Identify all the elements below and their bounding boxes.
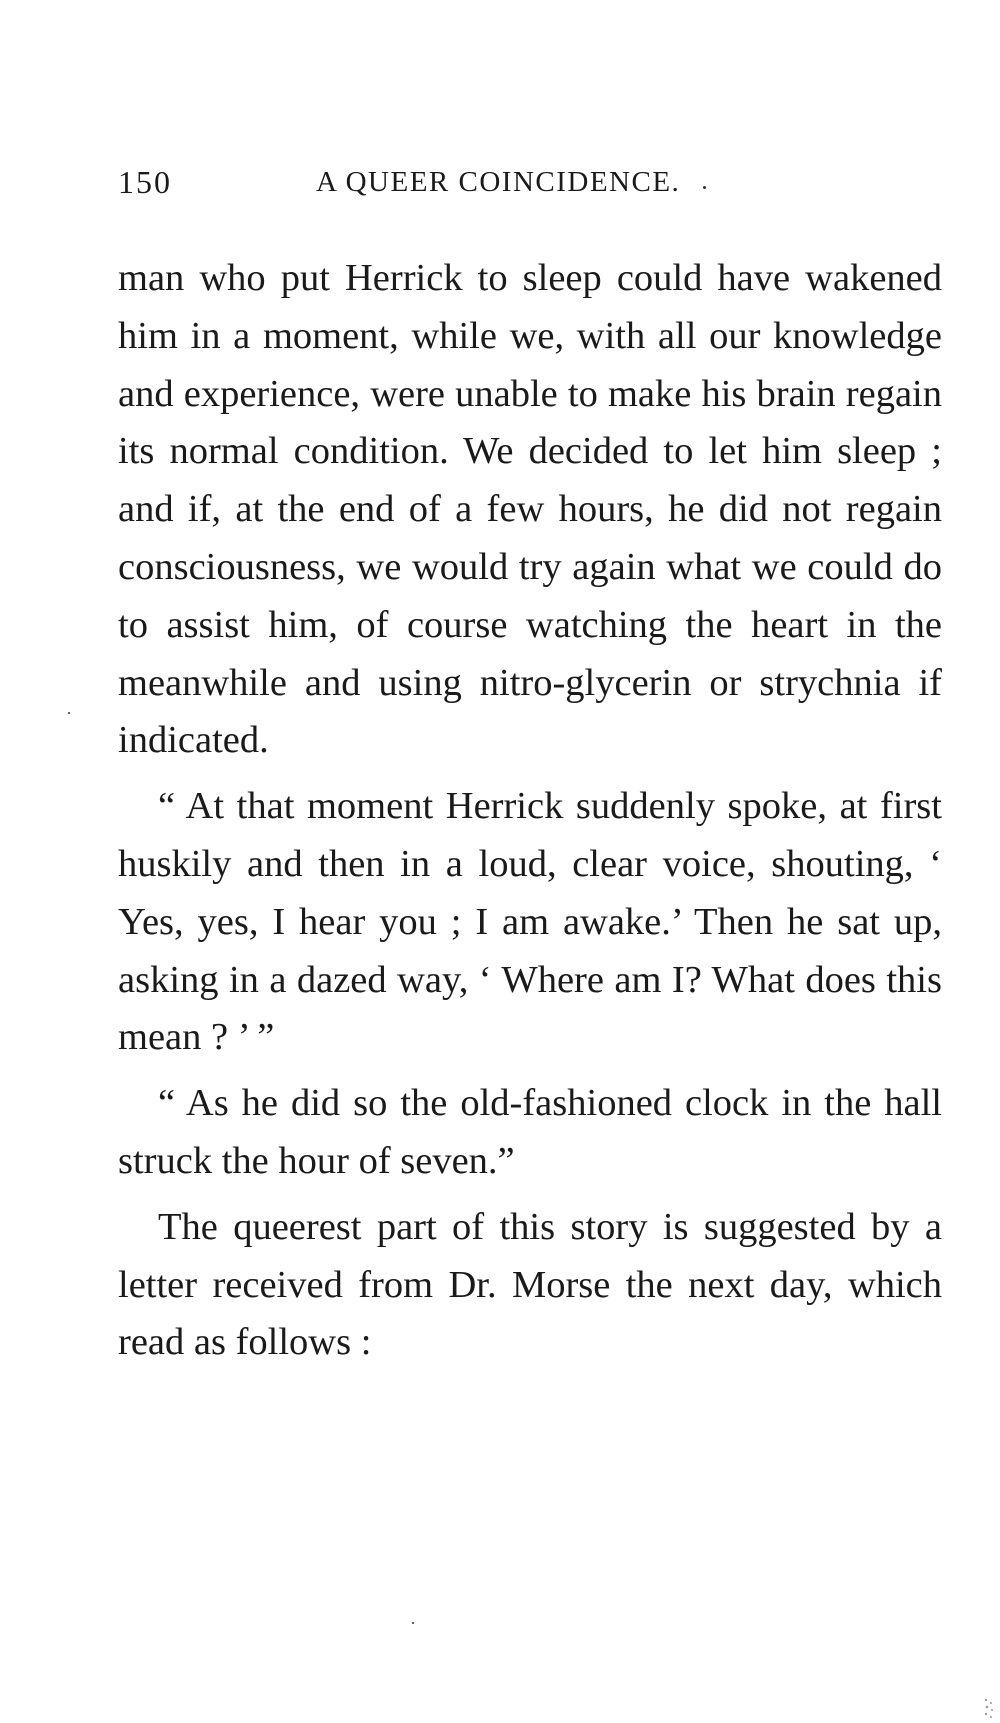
paragraph: “ At that moment Herrick suddenly spoke, at first huskily and then in a loud, clear voice, shouting, ‘ Yes, yes, I hear you ; I am awake.’ Then he sat up, asking in a dazed way, ‘ Where am I? What does this mean ? ’ ” <box>118 785 942 1059</box>
paragraph-continued: man who put Herrick to sleep could have wakened him in a moment, while we, with all our knowledge and experience, were unable to make his brain regain its normal condition. We decided to let him sleep ; and if, at the end of a few hours, he did not regain consciousness, we would try again what we could do to assist him, of course watching the heart in the meanwhile and using nitro-glycerin or strychnia if indicated. <box>118 257 942 762</box>
scan-edge-mark <box>982 1697 996 1719</box>
ink-speck <box>68 712 70 714</box>
ink-speck <box>412 1622 414 1624</box>
page-number: 150 <box>118 164 172 200</box>
running-title: A QUEER COINCIDENCE. <box>316 166 681 198</box>
paragraph: The queerest part of this story is suggested by a letter received from Dr. Morse the next day, which read as follows : <box>118 1205 942 1364</box>
scan-edge-mark-icon <box>982 1697 996 1719</box>
ink-speck <box>703 186 706 189</box>
page-header <box>118 164 778 208</box>
body-text <box>118 250 942 1372</box>
paragraph: “ As he did so the old-fashioned clock in the hall struck the hour of seven.” <box>118 1082 942 1182</box>
